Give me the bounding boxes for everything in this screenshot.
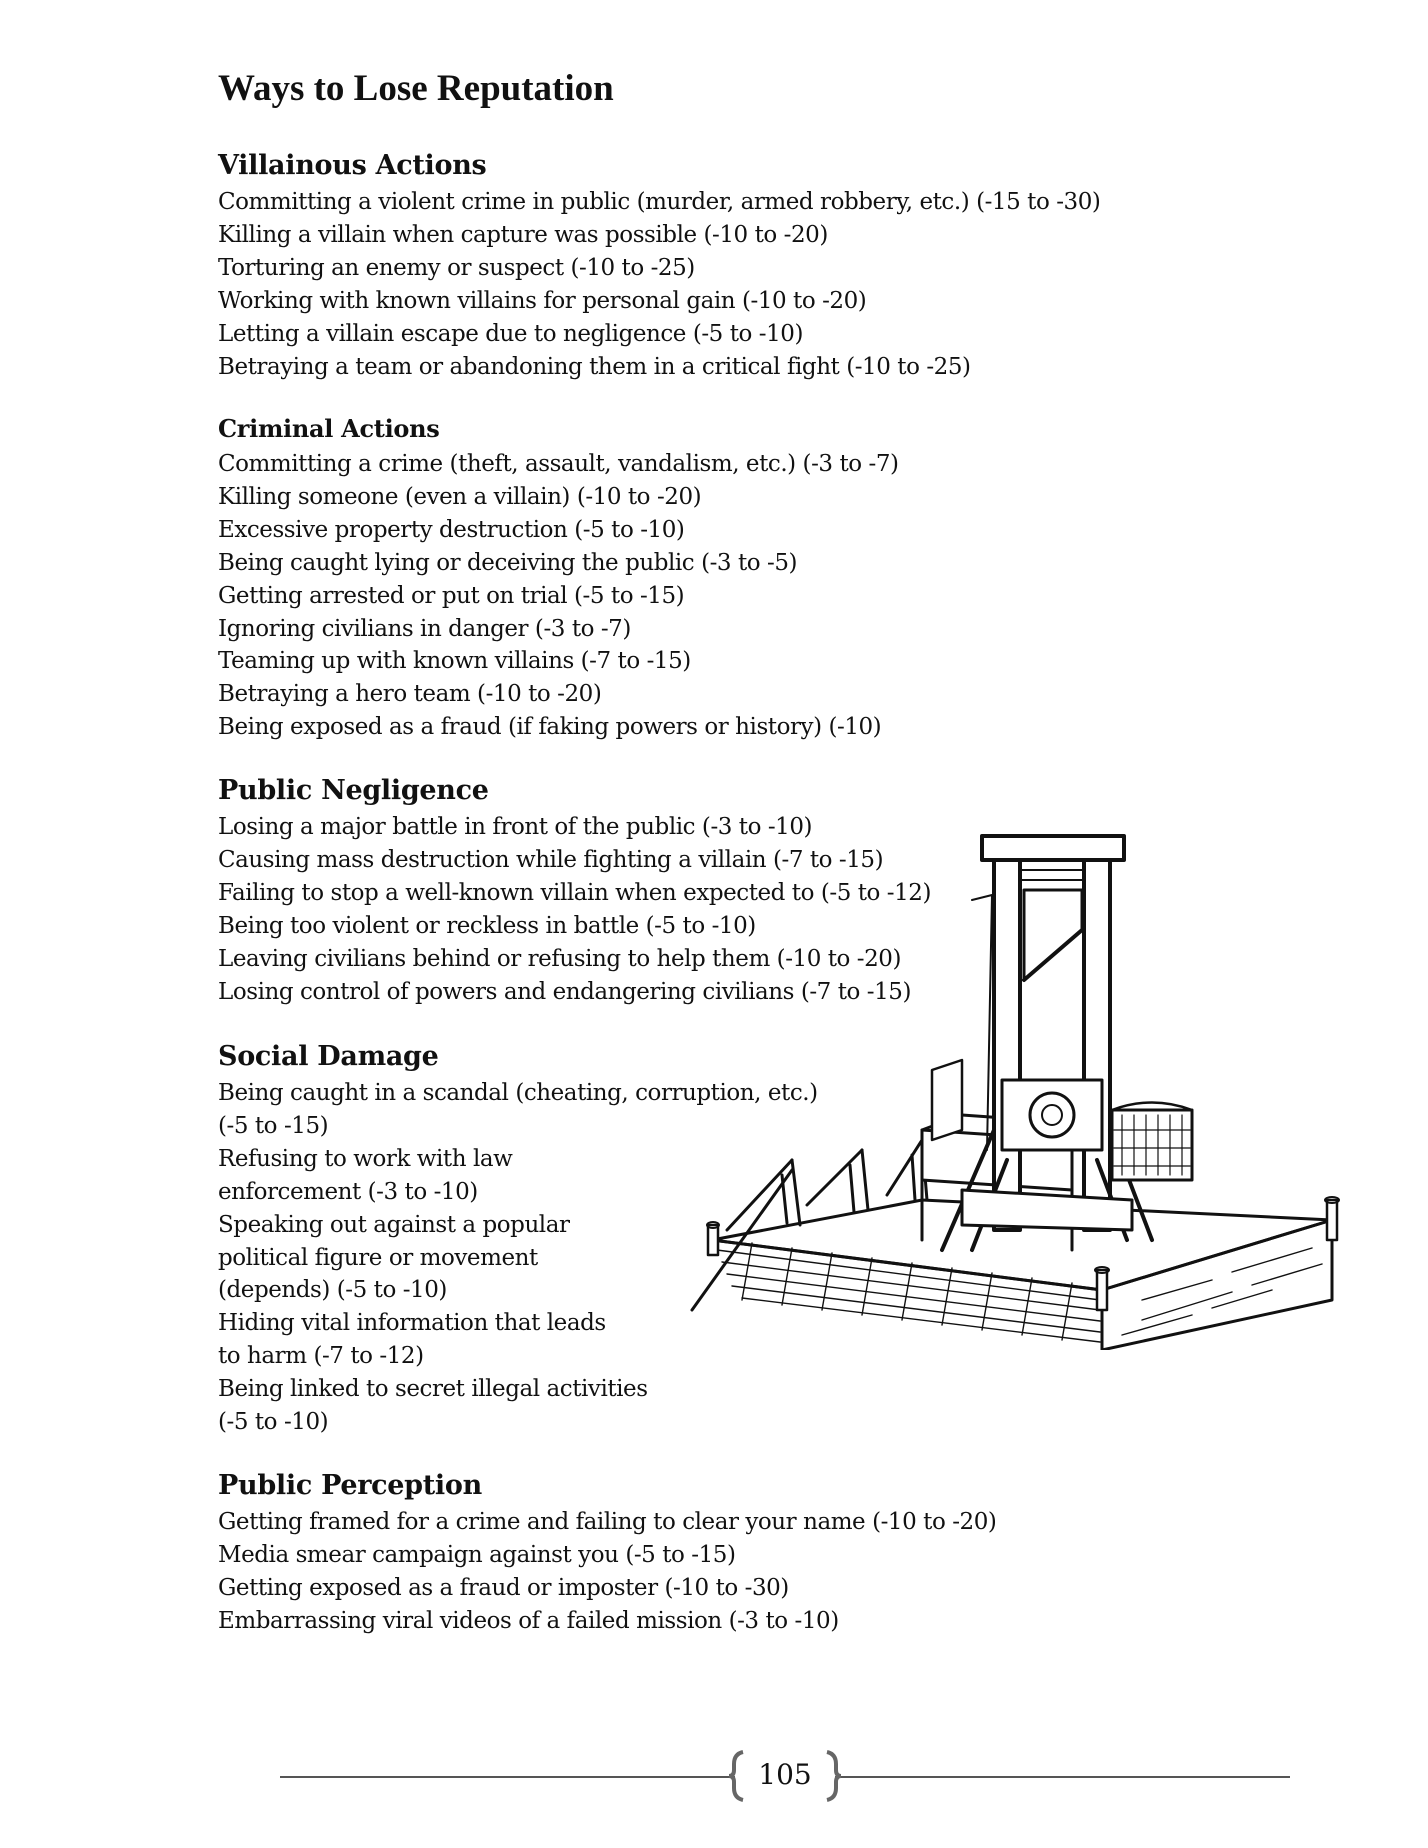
- section-public-perception: [218, 1466, 996, 1638]
- list-item: political figure or movement: [218, 1244, 538, 1271]
- list-item: enforcement (-3 to -10): [218, 1178, 478, 1205]
- list-item: Being exposed as a fraud (if faking powers or history) (-10): [218, 714, 882, 741]
- footer-rule-left: [280, 1776, 735, 1778]
- list-item: Being too violent or reckless in battle (-5 to -10): [218, 912, 756, 939]
- section-heading: Villainous Actions: [218, 150, 487, 181]
- list-item: Failing to stop a well-known villain when expected to (-5 to -12): [218, 879, 931, 906]
- item-list: [218, 186, 1100, 383]
- list-item: Getting exposed as a fraud or imposter (-10 to -30): [218, 1574, 789, 1601]
- section-heading: Public Negligence: [218, 775, 489, 806]
- list-item: Teaming up with known villains (-7 to -15): [218, 648, 691, 675]
- list-item: Media smear campaign against you (-5 to -15): [218, 1541, 736, 1568]
- item-list: [218, 448, 899, 744]
- list-item: Committing a violent crime in public (murder, armed robbery, etc.) (-15 to -30): [218, 189, 1101, 215]
- list-item: Being linked to secret illegal activities: [218, 1376, 648, 1403]
- item-list: [218, 1506, 996, 1638]
- list-item: to harm (-7 to -12): [218, 1343, 424, 1370]
- list-item: Killing a villain when capture was possible (-10 to -20): [218, 221, 828, 248]
- list-item: (-5 to -10): [218, 1409, 329, 1436]
- list-item: Causing mass destruction while fighting a villain (-7 to -15): [218, 846, 884, 873]
- list-item: Betraying a hero team (-10 to -20): [218, 681, 602, 708]
- section-heading: Criminal Actions: [218, 414, 440, 443]
- list-item: (-5 to -15): [218, 1112, 329, 1139]
- list-item: Torturing an enemy or suspect (-10 to -25): [218, 254, 695, 281]
- right-brace-ornament: [824, 1750, 842, 1802]
- list-item: Being caught in a scandal (cheating, corruption, etc.): [218, 1080, 818, 1106]
- list-item: (depends) (-5 to -10): [218, 1277, 447, 1304]
- list-item: Embarrassing viral videos of a failed mission (-3 to -10): [218, 1607, 839, 1634]
- list-item: Letting a villain escape due to negligence (-5 to -10): [218, 320, 803, 347]
- list-item: Excessive property destruction (-5 to -10): [218, 516, 685, 543]
- page-number: 105: [758, 1758, 812, 1791]
- list-item: Losing a major battle in front of the public (-3 to -10): [218, 814, 813, 840]
- list-item: Leaving civilians behind or refusing to help them (-10 to -20): [218, 945, 902, 972]
- list-item: Working with known villains for personal gain (-10 to -20): [218, 287, 867, 314]
- list-item: Getting framed for a crime and failing to clear your name (-10 to -20): [218, 1509, 997, 1535]
- list-item: Betraying a team or abandoning them in a critical fight (-10 to -25): [218, 353, 971, 380]
- list-item: Committing a crime (theft, assault, vandalism, etc.) (-3 to -7): [218, 451, 899, 477]
- section-criminal-actions: [218, 410, 899, 744]
- list-item: Killing someone (even a villain) (-10 to -20): [218, 483, 702, 510]
- list-item: Getting arrested or put on trial (-5 to -15): [218, 582, 685, 609]
- section-heading: Public Perception: [218, 1470, 482, 1501]
- section-heading: Social Damage: [218, 1041, 439, 1072]
- list-item: Ignoring civilians in danger (-3 to -7): [218, 615, 631, 642]
- list-item: Hiding vital information that leads: [218, 1310, 606, 1337]
- list-item: Refusing to work with law: [218, 1145, 513, 1172]
- footer-rule-right: [835, 1776, 1290, 1778]
- list-item: Speaking out against a popular: [218, 1211, 570, 1238]
- section-villainous-actions: [218, 146, 1100, 383]
- list-item: Being caught lying or deceiving the public (-3 to -5): [218, 549, 798, 576]
- list-item: Losing control of powers and endangering civilians (-7 to -15): [218, 978, 911, 1005]
- page-title: Ways to Lose Reputation: [218, 68, 614, 109]
- guillotine-illustration: [672, 830, 1352, 1354]
- left-brace-ornament: [728, 1750, 746, 1802]
